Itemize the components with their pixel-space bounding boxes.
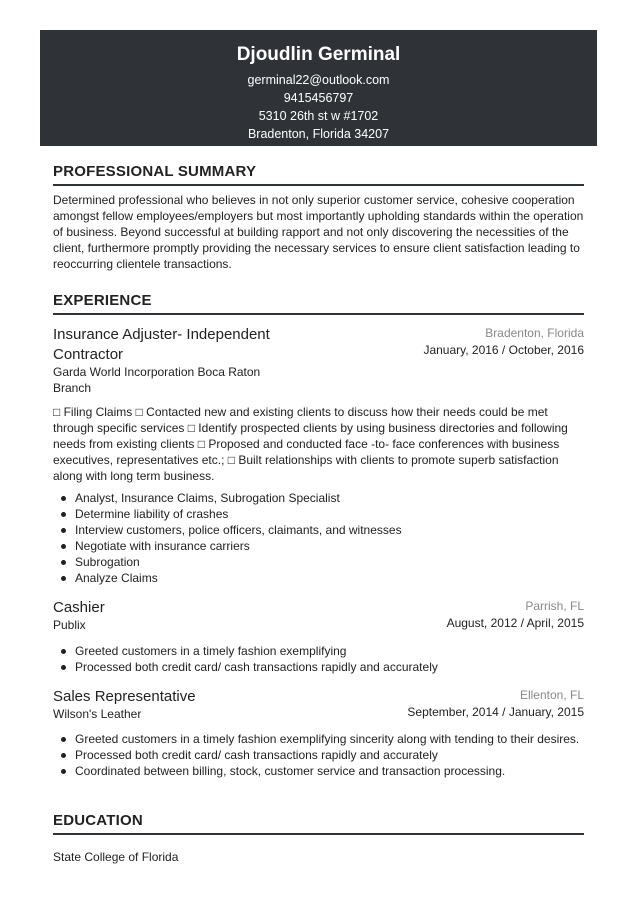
- job-bullets: [53, 490, 584, 586]
- bullet-item: Interview customers, police officers, claimants, and witnesses: [53, 522, 584, 538]
- job-company: Wilson's Leather: [53, 706, 142, 721]
- experience-item: [53, 687, 584, 723]
- job-company: Garda World Incorporation Boca Raton Branch: [53, 365, 261, 395]
- resume-header: [40, 30, 597, 146]
- bullet-item: Coordinated between billing, stock, customer service and transaction processing.: [53, 763, 584, 779]
- bullet-item: Processed both credit card/ cash transactions rapidly and accurately: [53, 659, 584, 675]
- summary-text: Determined professional who believes in not only superior customer service, cohesive cooperation amongst fellow employees/employers but most importantly upholding standards within the operation of business. Beyond successful at building rapport and not only discovering the necessities of the client, furthermore promptly providing the necessary services to ensure client satisfaction leading to reoccurring clientele transactions.: [53, 193, 584, 271]
- job-dates: September, 2014 / January, 2015: [407, 704, 584, 719]
- experience-heading: EXPERIENCE: [53, 292, 584, 315]
- bullet-item: Analyze Claims: [53, 570, 584, 586]
- education-school: State College of Florida: [53, 850, 179, 864]
- contact-phone: 9415456797: [283, 91, 354, 105]
- summary-heading: PROFESSIONAL SUMMARY: [53, 163, 584, 186]
- bullet-item: Analyst, Insurance Claims, Subrogation Specialist: [53, 490, 584, 506]
- education-section: [53, 812, 584, 865]
- experience-item: [53, 598, 584, 634]
- experience-item: [53, 325, 584, 396]
- contact-address: 5310 26th st w #1702: [258, 109, 379, 123]
- job-title: Cashier: [53, 599, 105, 616]
- candidate-name: Djoudlin Germinal: [236, 44, 401, 65]
- job-title: Sales Representative: [53, 687, 196, 705]
- bullet-item: Greeted customers in a timely fashion exemplifying: [53, 643, 584, 659]
- job-dates: January, 2016 / October, 2016: [423, 343, 584, 357]
- job-description: □ Filing Claims □ Contacted new and existing clients to discuss how their needs could be met through specific services □ Identify prospected clients by using business directories and following needs from existing clients □ Proposed and conducted face -to- face conferences with business executives, representatives etc.; □ Built relationships with clients to promote superb satisfaction along with long term business.: [53, 405, 568, 483]
- education-heading: EDUCATION: [53, 812, 584, 835]
- job-title: Insurance Adjuster- Independent Contractor: [53, 326, 270, 363]
- bullet-item: Negotiate with insurance carriers: [53, 538, 584, 554]
- job-dates: August, 2012 / April, 2015: [446, 616, 584, 630]
- bullet-item: Greeted customers in a timely fashion exemplifying sincerity along with tending to their desires.: [53, 731, 584, 747]
- summary-section: [53, 163, 584, 272]
- bullet-item: Subrogation: [53, 554, 584, 570]
- job-location: Bradenton, Florida: [485, 326, 584, 340]
- job-location: Parrish, FL: [525, 599, 584, 613]
- experience-section: [53, 292, 584, 779]
- job-location: Ellenton, FL: [519, 687, 584, 702]
- bullet-item: Determine liability of crashes: [53, 506, 584, 522]
- contact-city: Bradenton, Florida 34207: [247, 127, 390, 141]
- job-bullets: [53, 731, 584, 779]
- contact-email: germinal22@outlook.com: [247, 73, 390, 87]
- job-company: Publix: [53, 618, 86, 632]
- job-bullets: [53, 643, 584, 675]
- bullet-item: Processed both credit card/ cash transactions rapidly and accurately: [53, 747, 584, 763]
